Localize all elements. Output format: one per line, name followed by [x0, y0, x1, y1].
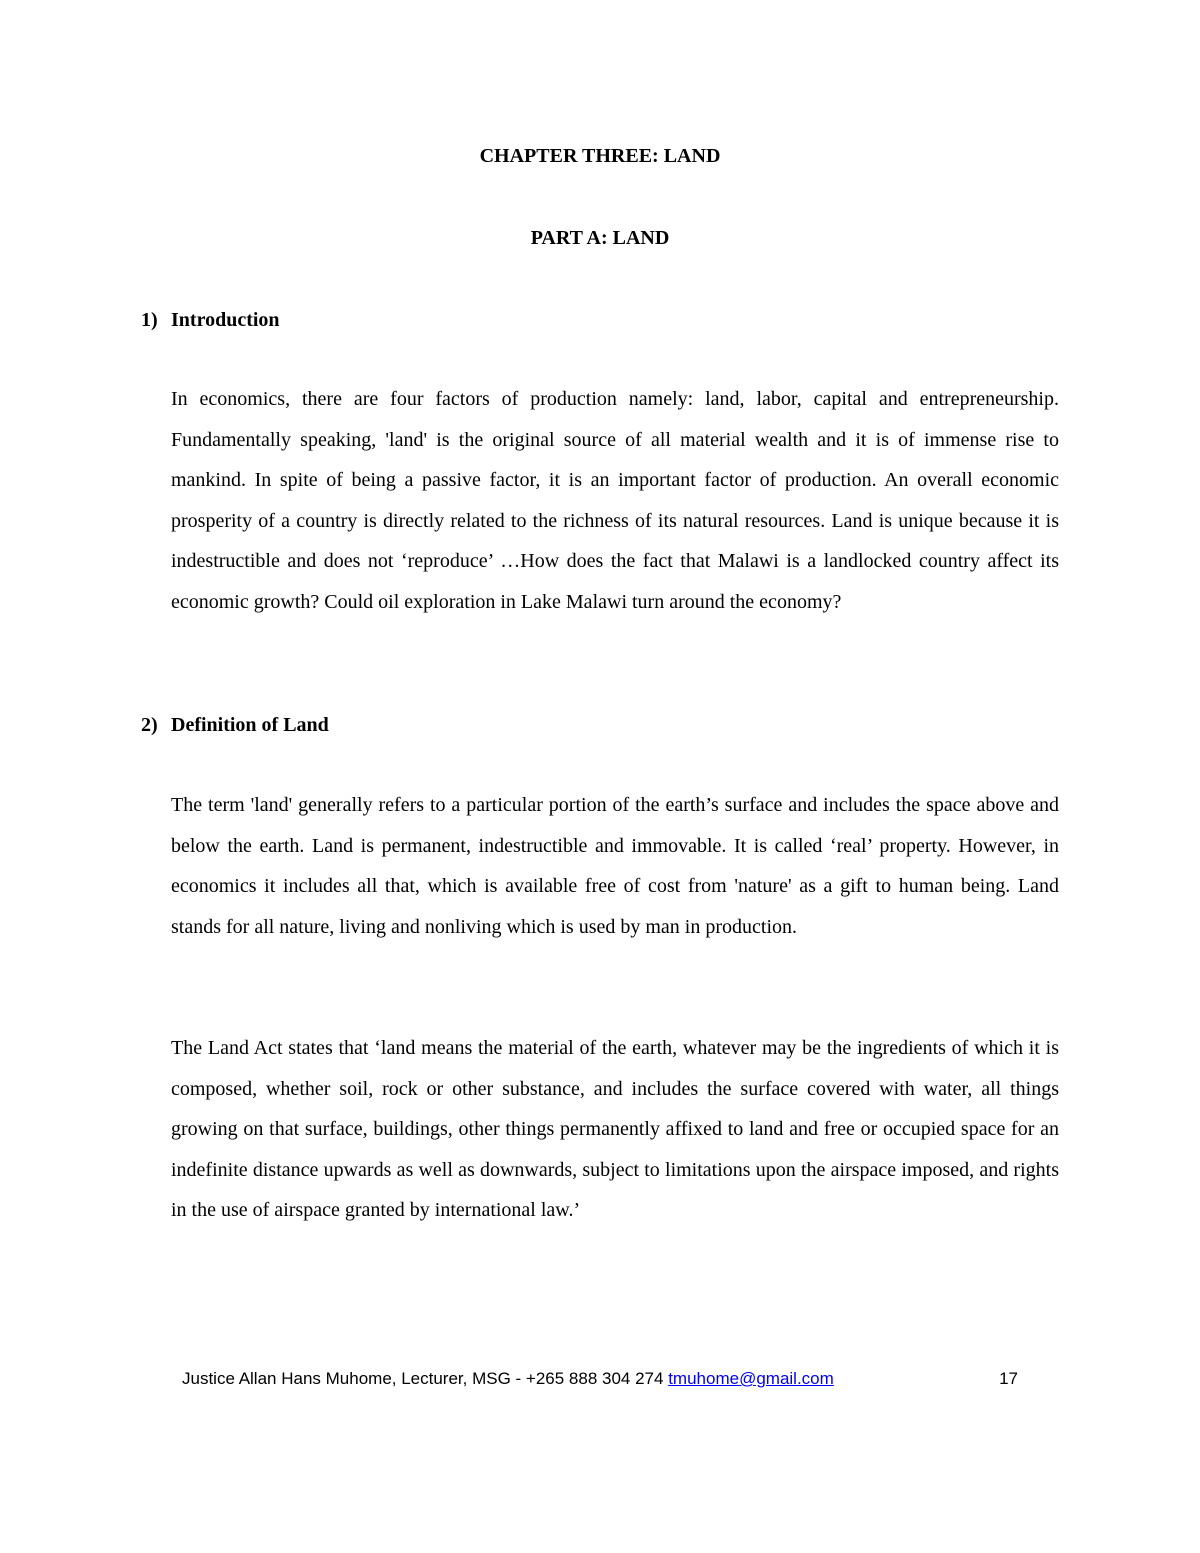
section-number: 2) [141, 714, 158, 736]
paragraph-land-act: The Land Act states that ‘land means the material of the earth, whatever may be the ingredients of which it is composed, whether soil, rock or other substance, and includes the surface covered with water, all things growing on that surface, buildings, other things permanently affixed to land and free or occupied space for an indefinite distance upwards as well as downwards, subject to limitations upon the airspace imposed, and rights in the use of airspace granted by international law.’ [171, 1037, 1059, 1222]
chapter-title: CHAPTER THREE: LAND [479, 145, 721, 167]
footer-email-link[interactable]: tmuhome@gmail.com [668, 1369, 834, 1388]
page-footer [182, 1367, 1022, 1391]
section-heading-introduction [141, 307, 280, 333]
section-heading-definition [141, 712, 329, 738]
part-title: PART A: LAND [530, 227, 670, 249]
page-number: 17 [999, 1369, 1018, 1388]
footer-author: Justice Allan Hans Muhome, Lecturer, MSG - +265 888 304 274 [182, 1369, 669, 1388]
paragraph-introduction: In economics, there are four factors of production namely: land, labor, capital and entrepreneurship. Fundamentally speaking, 'land' is the original source of all material wealth and it is of immense rise to mankind. In spite of being a passive factor, it is an important factor of production. An overall economic prosperity of a country is directly related to the richness of its natural resources. Land is unique because it is indestructible and does not ‘reproduce’ …How does the fact that Malawi is a landlocked country affect its economic growth? Could oil exploration in Lake Malawi turn around the economy? [171, 388, 1059, 613]
section-heading-text: Definition of Land [171, 714, 329, 736]
paragraph-definition: The term 'land' generally refers to a particular portion of the earth’s surface and includes the space above and below the earth. Land is permanent, indestructible and immovable. It is called ‘real’ property. However, in economics it includes all that, which is available free of cost from 'nature' as a gift to human being. Land stands for all nature, living and nonliving which is used by man in production. [171, 794, 1059, 938]
section-heading-text: Introduction [171, 309, 280, 331]
section-number: 1) [141, 309, 158, 331]
